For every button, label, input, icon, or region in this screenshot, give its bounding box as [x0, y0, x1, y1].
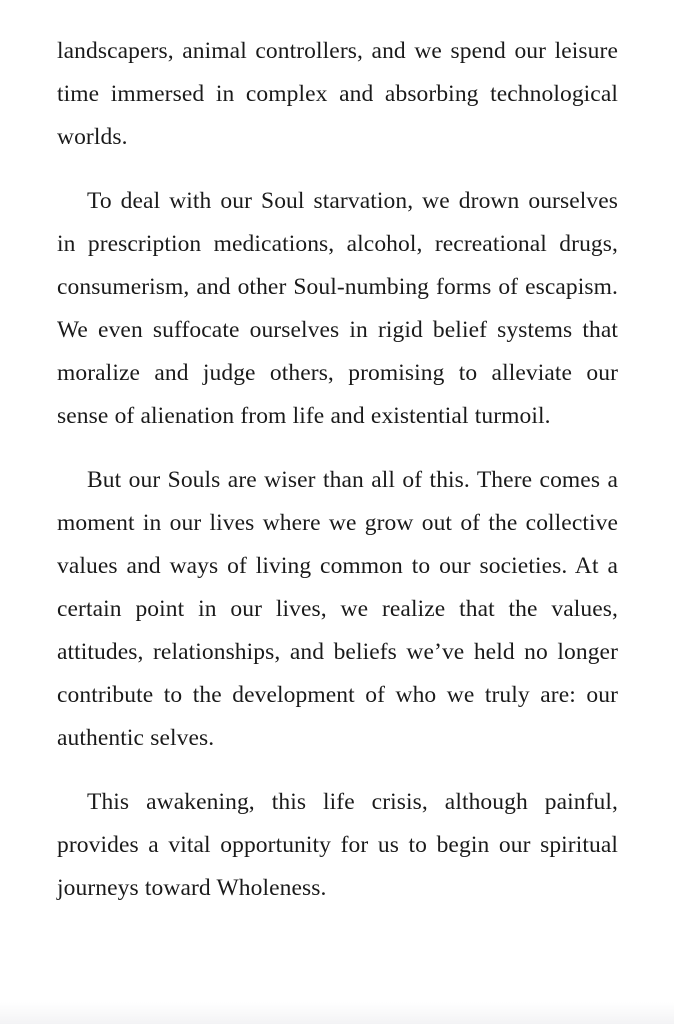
page-bottom-edge	[0, 1002, 674, 1024]
paragraph-2: To deal with our Soul starvation, we drown ourselves in prescription medications, alcohol, recreational drugs, consumerism, and other Soul-numbing forms of escapism. We even suffocate ourselves in rigid belief systems that moralize and judge others, promising to alleviate our sense of alienation from life and existential turmoil.	[57, 188, 618, 429]
paragraph-4: This awakening, this life crisis, although painful, provides a vital opportunity for us to begin our spiritual journeys toward Wholeness.	[57, 789, 618, 901]
page-text-body	[57, 0, 618, 910]
paragraph-3: But our Souls are wiser than all of this. There comes a moment in our lives where we grow out of the collective values and ways of living common to our societies. At a certain point in our lives, we realize that the values, attitudes, relationships, and beliefs we’ve held no longer contribute to the development of who we truly are: our authentic selves.	[57, 467, 618, 751]
paragraph-1: landscapers, animal controllers, and we spend our leisure time immersed in complex and absorbing technological worlds.	[57, 38, 618, 150]
